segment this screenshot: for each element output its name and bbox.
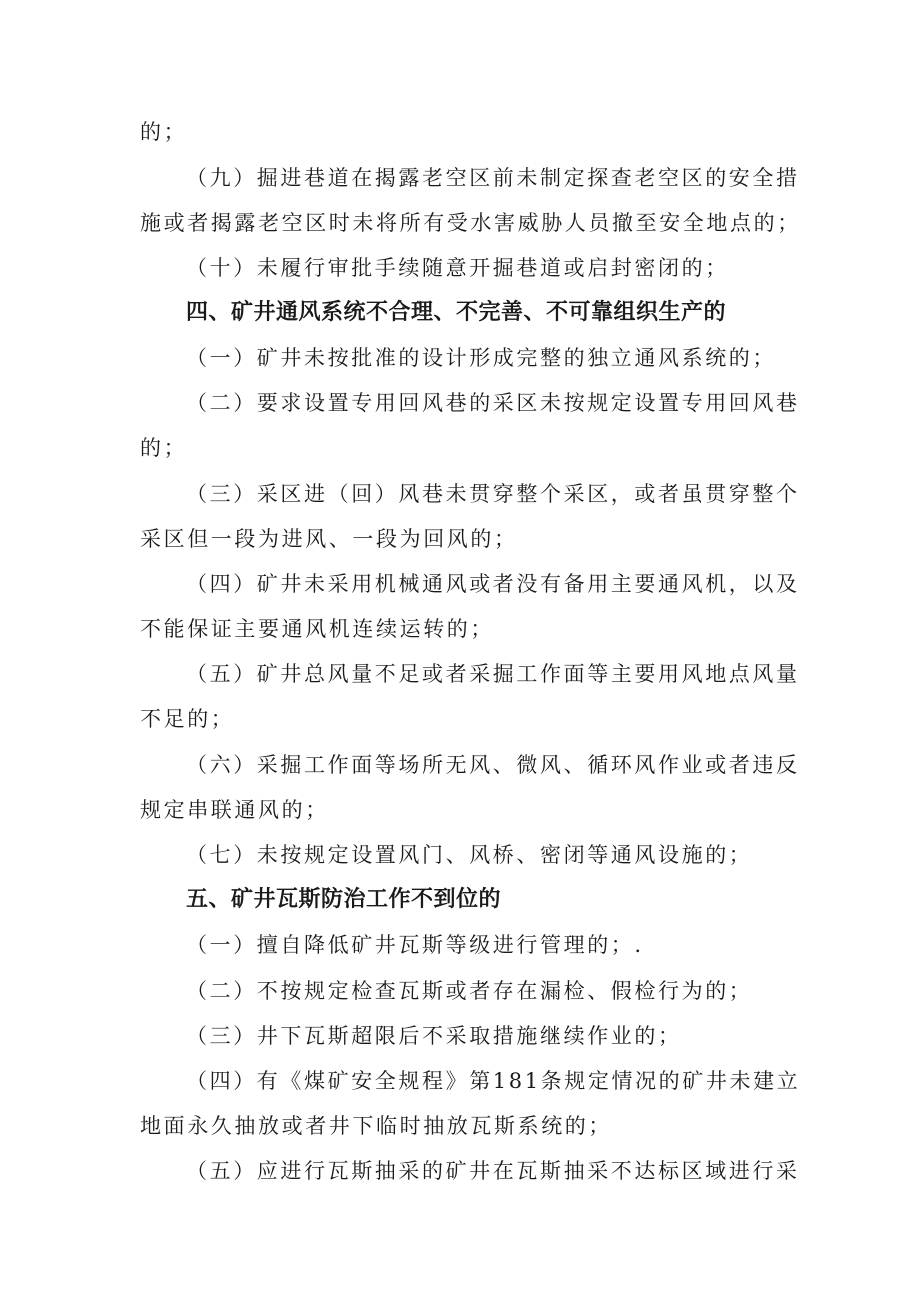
paragraph-line: （三）采区进（回）风巷未贯穿整个采区，或者虽贯穿整个 (186, 482, 800, 506)
paragraph-line: 不能保证主要通风机连续运转的； (140, 617, 494, 641)
paragraph-line: 的； (140, 120, 188, 144)
paragraph-line: （四）矿井未采用机械通风或者没有备用主要通风机，以及 (186, 572, 800, 596)
paragraph-line: 的； (140, 436, 188, 460)
paragraph-line: （十）未履行审批手续随意开掘巷道或启封密闭的； (186, 256, 729, 280)
paragraph-line: （五）应进行瓦斯抽采的矿井在瓦斯抽采不达标区域进行采 (186, 1159, 800, 1183)
paragraph-line: 施或者揭露老空区时未将所有受水害威胁人员撤至安全地点的； (140, 211, 801, 235)
paragraph-line: （二）要求设置专用回风巷的采区未按规定设置专用回风巷 (186, 391, 800, 415)
paragraph-line: （一）矿井未按批准的设计形成完整的独立通风系统的； (186, 346, 776, 370)
paragraph-line: （三）井下瓦斯超限后不采取措施继续作业的； (186, 1024, 682, 1048)
paragraph-line: （二）不按规定检查瓦斯或者存在漏检、假检行为的； (186, 979, 753, 1003)
paragraph-line: 规定串联通风的； (140, 798, 329, 822)
section-heading: 四、矿井通风系统不合理、不完善、不可靠组织生产的 (186, 300, 727, 325)
paragraph-line: （五）矿井总风量不足或者采掘工作面等主要用风地点风量 (186, 662, 800, 686)
paragraph-line: 地面永久抽放或者井下临时抽放瓦斯系统的； (140, 1114, 612, 1138)
paragraph-line: 采区但一段为进风、一段为回风的； (140, 527, 518, 551)
paragraph-line: （六）采掘工作面等场所无风、微风、循环风作业或者违反 (186, 753, 800, 777)
paragraph-line: （四）有《煤矿安全规程》第181条规定情况的矿井未建立 (186, 1069, 801, 1093)
paragraph-line: 不足的； (140, 707, 235, 731)
section-heading: 五、矿井瓦斯防治工作不到位的 (186, 887, 502, 912)
paragraph-line: （七）未按规定设置风门、风桥、密闭等通风设施的； (186, 843, 753, 867)
paragraph-line: （九）掘进巷道在揭露老空区前未制定探查老空区的安全措 (186, 166, 800, 190)
paragraph-line: （一）擅自降低矿井瓦斯等级进行管理的；. (186, 933, 644, 957)
